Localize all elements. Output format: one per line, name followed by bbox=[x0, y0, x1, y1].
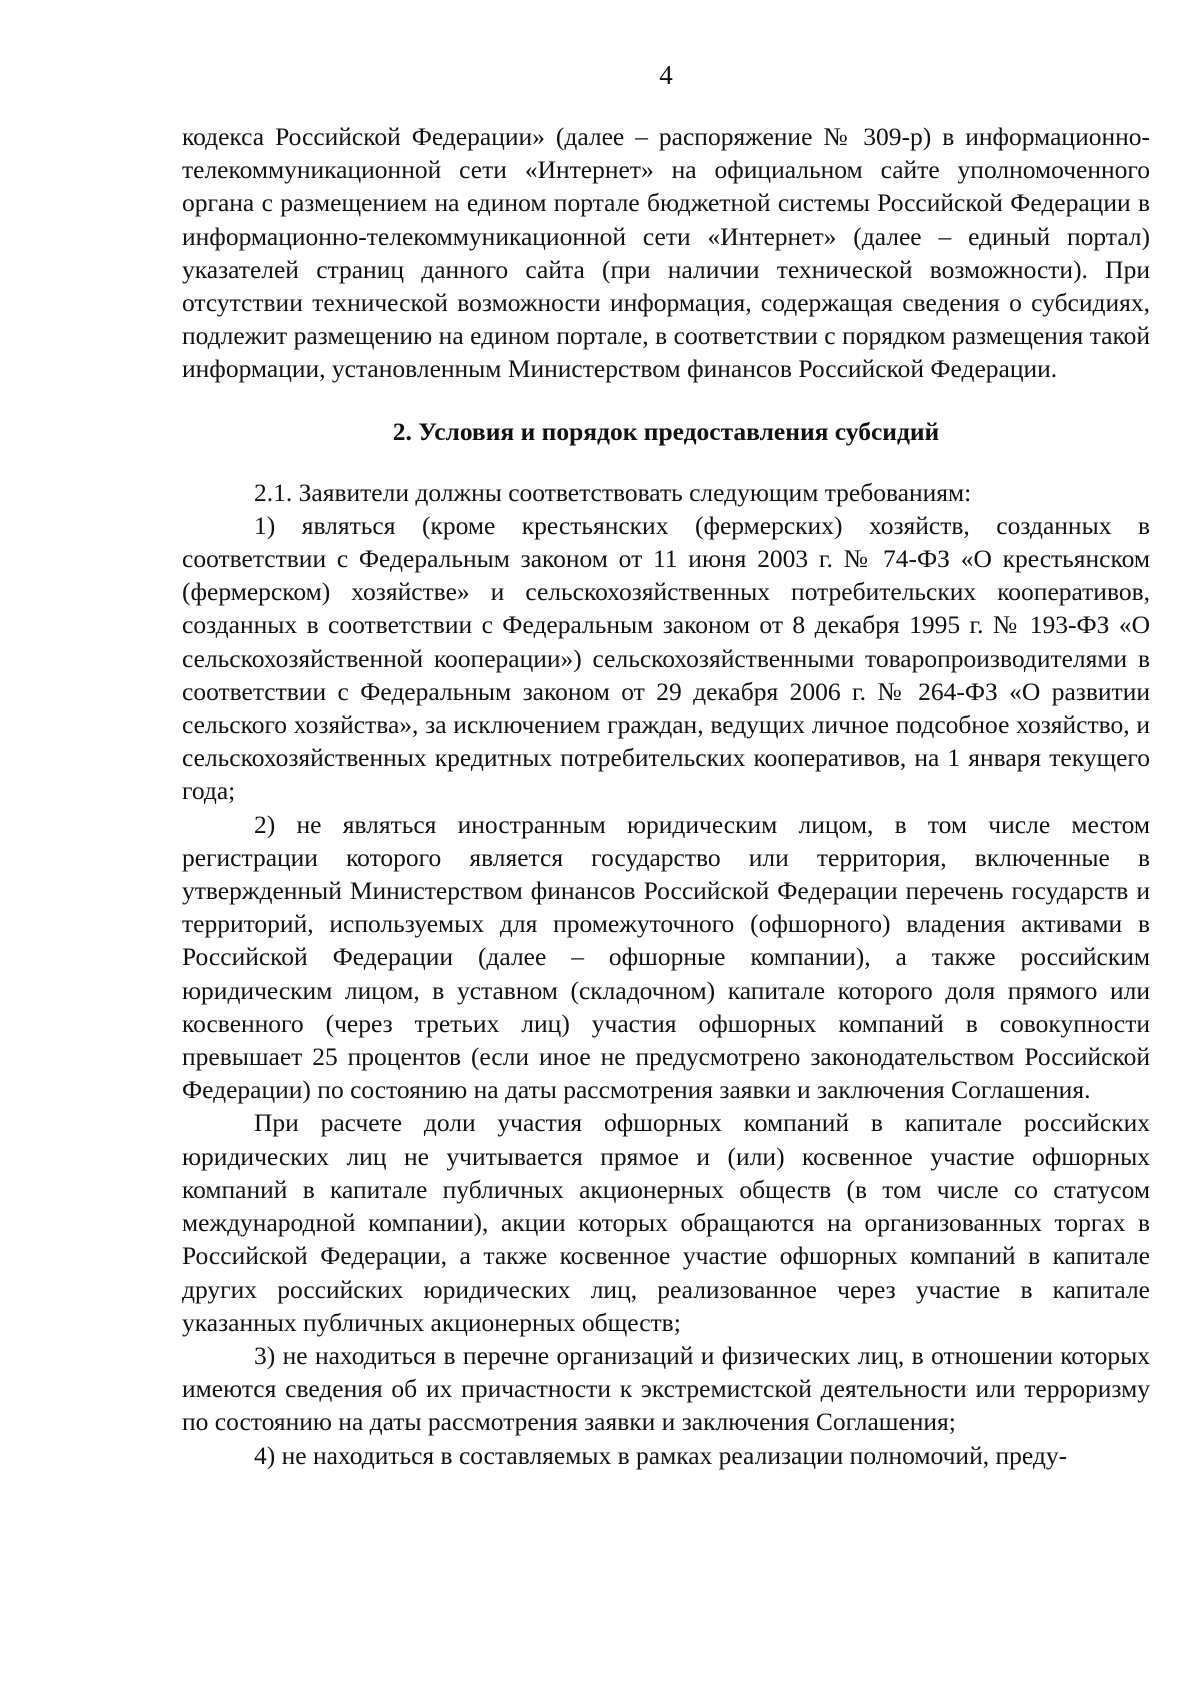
paragraph-item-3: 3) не находиться в перечне организаций и физических лиц, в отношении которых имеются сведения об их причастности к экстремистской деятельности или терроризму по состоянию на даты рассмотрения заявки и заключения Соглашения; bbox=[182, 1340, 1150, 1437]
paragraph-2-1: 2.1. Заявители должны соответствовать следующим требованиям: bbox=[254, 477, 972, 507]
paragraph-item-2: 2) не являться иностранным юридическим лицом, в том числе местом регистрации которого является государство или территория, включенные в утвержденный Министерством финансов Российской Федерации перечень государств и территорий, используемых для промежуточного (офшорного) владения активами в Российской Федерации (далее – офшорные компании), а также российским юридическим лицом, в уставном (складочном) капитале которого доля прямого или косвенного (через третьих лиц) участия офшорных компаний в совокупности превышает 25 процентов (если иное не предусмотрено законодательством Российской Федерации) по состоянию на даты рассмотрения заявки и заключения Соглашения. bbox=[182, 809, 1150, 1105]
paragraph-item-4: 4) не находиться в составляемых в рамках реализации полномочий, преду- bbox=[254, 1440, 1068, 1470]
page-number: 4 bbox=[659, 60, 673, 90]
paragraph-offshore-calc: При расчете доли участия офшорных компаний в капитале российских юридических лиц не учитывается прямое и (или) косвенное участие офшорных компаний в капитале публичных акционерных обществ (в том числе со статусом международной компании), акции которых обращаются на организованных торгах в Российской Федерации, а также косвенное участие офшорных компаний в капитале других российских юридических лиц, реализованное через участие в капитале указанных публичных акционерных обществ; bbox=[182, 1108, 1150, 1337]
section-heading: 2. Условия и порядок предоставления субсидий bbox=[392, 416, 940, 446]
paragraph-item-1: 1) являться (кроме крестьянских (фермерских) хозяйств, созданных в соответствии с Федеральным законом от 11 июня 2003 г. № 74-ФЗ «О крестьянском (фермерском) хозяйстве» и сельскохозяйственных потребительских кооперативов, созданных в соответствии с Федеральным законом от 8 декабря 1995 г. № 193-ФЗ «О сельскохозяйственной кооперации») сельскохозяйственными товаропроизводителями в соответствии с Федеральным законом от 29 декабря 2006 г. № 264-ФЗ «О развитии сельского хозяйства», за исключением граждан, ведущих личное подсобное хозяйство, и сельскохозяйственных кредитных потребительских кооперативов, на 1 января текущего года; bbox=[182, 510, 1150, 806]
paragraph-intro: кодекса Российской Федерации» (далее – распоряжение № 309-р) в информационно-телекоммуникационной сети «Интернет» на официальном сайте уполномоченного органа с размещением на едином портале бюджетной системы Российской Федерации в информационно-телекоммуникационной сети «Интернет» (далее – единый портал) указателей страниц данного сайта (при наличии технической возможности). При отсутствии технической возможности информация, содержащая сведения о субсидиях, подлежит размещению на едином портале, в соответствии с порядком размещения такой информации, установленным Министерством финансов Российской Федерации. bbox=[182, 122, 1150, 384]
document-page bbox=[182, 60, 1150, 1472]
